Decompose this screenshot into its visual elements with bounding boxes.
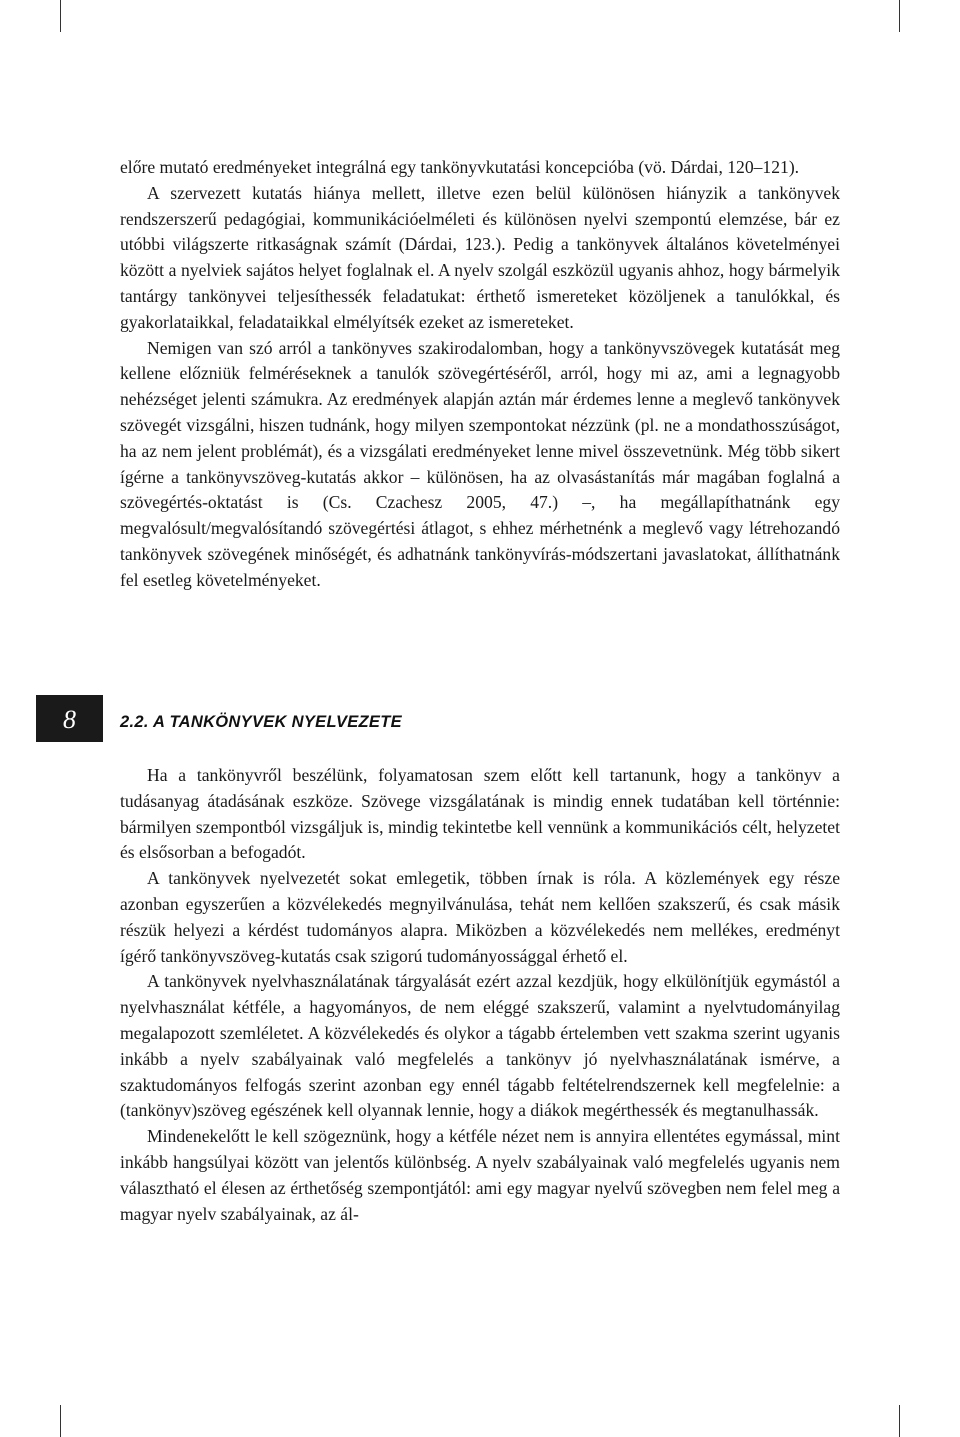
crop-mark-top-right bbox=[899, 0, 900, 32]
page-number-tab bbox=[36, 695, 103, 742]
paragraph: A tankönyvek nyelvhasználatának tárgyalását ezért azzal kezdjük, hogy elkülönítjük egymástól a nyelvhasználat kétféle, a hagyományos, de nem eléggé szakszerű, valamint a nyelvtudományilag megalapozott szemléletet. A közvélekedés és olykor a tágabb értelemben vett szakma szerint ugyanis inkább a nyelv szabályainak való megfelelés a tankönyv jó nyelvhasználatának ismérve, a szaktudományos felfogás szerint azonban egy ennél tágabb feltételrendszernek kell megfelelnie: a (tankönyv)szöveg egészének kell olyannak lennie, hogy a diákok megérthessék és megtanulhassák. bbox=[120, 971, 840, 1121]
paragraph: előre mutató eredményeket integrálná egy tankönyvkutatási koncepcióba (vö. Dárdai, 120–121). bbox=[120, 157, 800, 177]
top-text-block bbox=[120, 155, 840, 594]
paragraph: A szervezett kutatás hiánya mellett, illetve ezen belül különösen hiányzik a tankönyvek rendszerszerű pedagógiai, kommunikációelméleti és különösen nyelvi szempontú elemzése, bár ez utóbbi világszerte ritkaságnak számít (Dárdai, 123.). Pedig a tankönyvek általános követelményei között a nyelviek sajátos helyet foglalnak el. A nyelv szolgál eszközül ugyanis ahhoz, hogy bármelyik tantárgy tankönyvei teljesíthessék feladatukat: érthető ismereteket közöljenek a tanulókkal, és gyakorlataikkal, feladataikkal elmélyítsék ezeket az ismereteket. bbox=[120, 182, 840, 332]
section-heading: 2.2. A TANKÖNYVEK NYELVEZETE bbox=[120, 713, 402, 731]
page-number: 8 bbox=[63, 705, 76, 734]
paragraph: Ha a tankönyvről beszélünk, folyamatosan szem előtt kell tartanunk, hogy a tankönyv a tudásanyag átadásának eszköze. Szövege vizsgálatának is mindig ennek tudatában kell történnie: bármilyen szempontból vizsgáljuk is, mindig tekintetbe kell vennünk a kommunikációs célt, helyzetet és elsősorban a befogadót. bbox=[120, 765, 840, 863]
bottom-text-block bbox=[120, 763, 840, 1227]
paragraph: Nemigen van szó arról a tankönyves szakirodalomban, hogy a tankönyvszövegek kutatását meg kellene előzniük felméréseknek a tanulók szövegértéséről, arról, hogy mi az, ami a legnagyobb nehézséget jelenti számukra. Az eredmények alapján aztán már érdemes lenne a meglevő tankönyvek szövegét vizsgálni, hiszen tudnánk, hogy milyen szempontokat nézzünk (pl. ne a mondathosszúságot, ha az nem jelent problémát), és a vizsgálati eredményeket lenne mivel összevetnünk. Még több sikert ígérne a tankönyvszöveg-kutatás akkor – különösen, ha az olvasástanítás már magában foglalná a szövegértés-oktatást is (Cs. Czachesz 2005, 47.) –, ha megállapíthatnánk egy megvalósult/megvalósítandó szövegértési átlagot, s ehhez mérhetnénk a meglevő vagy létrehozandó tankönyvek szövegének minőségét, és adhatnánk tankönyvírás-módszertani javaslatokat, állíthatnánk fel esetleg követelményeket. bbox=[120, 337, 840, 590]
paragraph: A tankönyvek nyelvezetét sokat emlegetik, többen írnak is róla. A közlemények egy része azonban egyszerűen a közvélekedés megnyilvánulása, tehát nem kellően szakszerű, és csak másik részük helyezi a kérdést tudományos alapra. Miközben a közvélekedés nem mellékes, eredményt ígérő tankönyvszöveg-kutatás csak szigorú tudományossággal érhető el. bbox=[120, 868, 840, 966]
crop-mark-bottom-left bbox=[60, 1405, 61, 1437]
crop-mark-bottom-right bbox=[899, 1405, 900, 1437]
crop-mark-top-left bbox=[60, 0, 61, 32]
paragraph: Mindenekelőtt le kell szögeznünk, hogy a kétféle nézet nem is annyira ellentétes egymással, mint inkább hangsúlyai között van jelentős különbség. A nyelv szabályainak való megfelelés ugyanis nem választható el élesen az érthetőség szempontjától: ami egy magyar nyelvű szövegben nem felel meg a magyar nyelv szabályainak, az ál- bbox=[120, 1126, 840, 1224]
